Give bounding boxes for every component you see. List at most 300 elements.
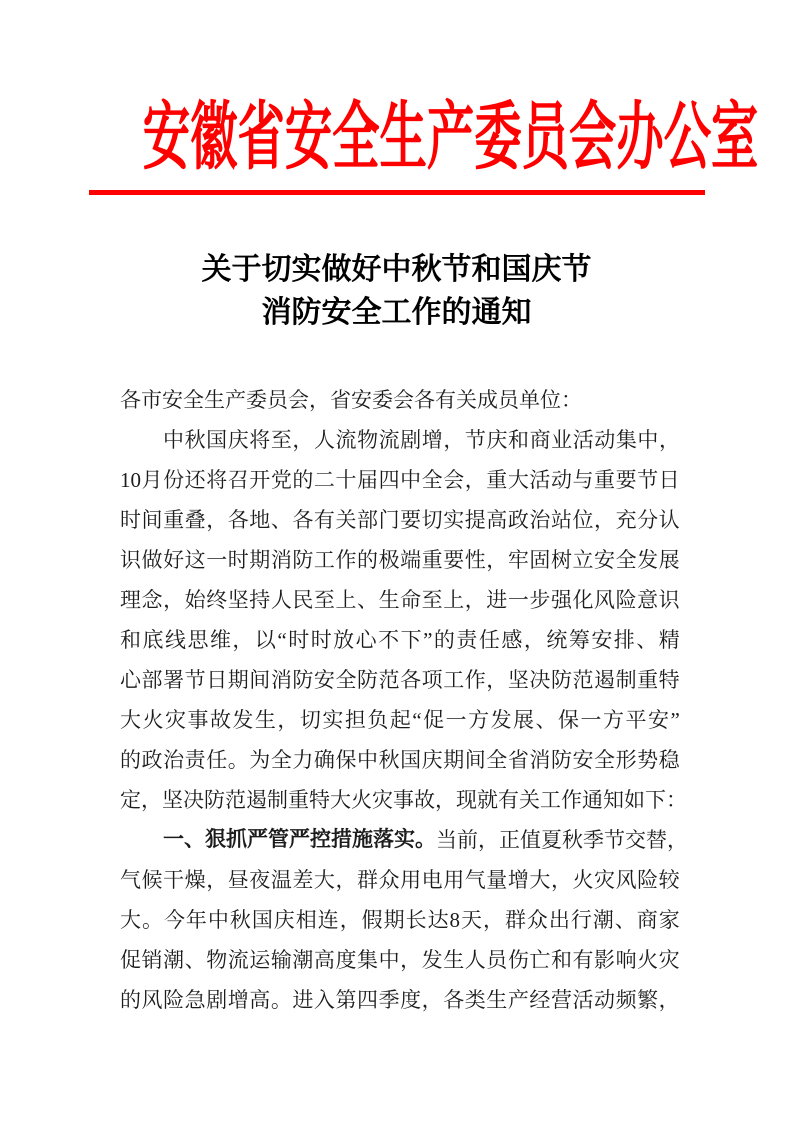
- body-text-token: 风: [615, 868, 637, 892]
- body-text-token: 关: [335, 508, 357, 532]
- body-text-token: 物: [357, 428, 379, 452]
- body-text-token: 10: [120, 468, 141, 492]
- body-text-token: 。: [227, 748, 249, 772]
- body-text-token: 牢: [507, 548, 529, 572]
- body-text-token: 全: [486, 748, 508, 772]
- body-text-token: ，: [232, 628, 254, 652]
- body-text-token: 高: [249, 988, 271, 1012]
- body-text-token: 量: [486, 868, 508, 892]
- body-text-token: 气: [120, 868, 141, 892]
- body-text-token: 上: [335, 588, 357, 612]
- body-text-token: 运: [249, 948, 271, 972]
- body-line: [120, 620, 680, 660]
- body-text-token: 特: [658, 668, 680, 692]
- body-text-token: 有: [572, 948, 594, 972]
- body-text-token: 意: [637, 588, 659, 612]
- body-text-token: 众: [526, 908, 548, 932]
- body-text-token: 思: [187, 628, 209, 652]
- body-text-token: 任: [478, 628, 500, 652]
- body-line: [120, 860, 680, 900]
- body-text-token: 范: [572, 668, 594, 692]
- body-text-token: 日: [206, 668, 228, 692]
- body-text-token: 国: [251, 908, 273, 932]
- body-text-token: 性: [464, 548, 486, 572]
- body-text-segment: 各市安全生产委员会，省安委会各有关成员单位：: [120, 388, 582, 412]
- body-text-token: 群: [357, 868, 379, 892]
- body-text-token: 燥: [184, 868, 206, 892]
- body-text-token: 步: [529, 588, 551, 612]
- body-text-token: 大: [507, 468, 529, 492]
- body-text-token: 部: [141, 668, 163, 692]
- body-text-token: 流: [335, 428, 357, 452]
- body-text-token: 发: [232, 708, 254, 732]
- body-text-token: 现: [456, 788, 477, 812]
- body-text-token: 灾: [164, 708, 186, 732]
- body-text-token: 增: [507, 868, 529, 892]
- body-text-token: 力: [292, 748, 314, 772]
- body-text-token: 增: [227, 988, 249, 1012]
- body-text-token: 增: [421, 428, 443, 452]
- body-text-token: 一: [580, 708, 602, 732]
- body-text-token: 树: [550, 548, 572, 572]
- body-text-token: 会: [443, 468, 465, 492]
- body-text-token: ”: [423, 628, 433, 652]
- body-text-token: 要: [443, 548, 465, 572]
- body-text-token: 提: [464, 508, 486, 532]
- body-text-token: 全: [270, 748, 292, 772]
- body-text-token: 通: [582, 788, 603, 812]
- body-text-token: 集: [357, 948, 379, 972]
- body-text-token: ，: [486, 548, 508, 572]
- body-text-token: ，: [292, 428, 314, 452]
- body-text-token: 庆: [486, 428, 508, 452]
- letterhead-divider-rule: [89, 190, 705, 195]
- body-text-token: 叠: [184, 508, 206, 532]
- body-text-token: 决: [183, 788, 204, 812]
- body-text-token: 电: [421, 868, 443, 892]
- body-text-token: 业: [551, 428, 573, 452]
- body-text-token: 入: [313, 988, 335, 1012]
- body-text-token: 切: [299, 708, 321, 732]
- body-text-token: 风: [141, 988, 163, 1012]
- body-text-token: 至: [270, 428, 292, 452]
- body-text-token: 秋: [184, 428, 206, 452]
- body-text-token: 严: [247, 828, 268, 851]
- body-text-token: 召: [227, 468, 249, 492]
- body-text-token: 全: [335, 668, 357, 692]
- body-text-token: 终: [206, 588, 228, 612]
- body-line: [120, 980, 680, 1020]
- body-text-token: 国: [400, 748, 422, 772]
- body-text-token: 发: [637, 548, 659, 572]
- body-text-token: ，: [658, 428, 680, 452]
- body-text-token: 展: [513, 708, 535, 732]
- body-text-token: 火: [572, 868, 594, 892]
- body-text-token: 安: [591, 628, 613, 652]
- body-text-token: 坚: [162, 788, 183, 812]
- body-text-token: 筹: [568, 628, 590, 652]
- body-text-token: 。: [141, 908, 163, 932]
- body-text-token: 抓: [226, 828, 247, 851]
- body-text-token: 月: [141, 468, 163, 492]
- body-text-token: 较: [658, 868, 680, 892]
- body-text-token: 防: [550, 668, 572, 692]
- body-text-token: 有: [313, 508, 335, 532]
- body-text-token: 秋: [562, 828, 583, 852]
- body-text-token: 统: [546, 628, 568, 652]
- body-text-token: 方: [602, 708, 624, 732]
- body-text-token: 要: [400, 508, 422, 532]
- body-text-token: 间: [249, 668, 271, 692]
- body-text-token: 集: [615, 428, 637, 452]
- body-text-token: 交: [625, 828, 646, 852]
- body-text-token: 关: [519, 788, 540, 812]
- body-text-token: 至: [421, 588, 443, 612]
- body-text-token: 防: [550, 748, 572, 772]
- body-text-token: 识: [658, 588, 680, 612]
- body-text-token: 夜: [249, 868, 271, 892]
- body-line: [120, 900, 680, 940]
- body-text-token: 中: [400, 468, 422, 492]
- body-text-token: 下: [400, 628, 422, 652]
- body-text-token: 事: [393, 788, 414, 812]
- body-text-token: “: [412, 708, 422, 732]
- body-text-token: 的: [120, 748, 141, 772]
- body-text-token: 、: [270, 508, 292, 532]
- body-text-token: 连: [317, 908, 339, 932]
- body-text-token: 促: [423, 708, 445, 732]
- body-text-token: 知: [603, 788, 624, 812]
- body-text-token: 中: [207, 908, 229, 932]
- body-text-token: 、: [184, 948, 206, 972]
- body-text-token: ，: [594, 508, 616, 532]
- body-text-token: 心: [120, 668, 141, 692]
- body-text-token: 值: [520, 828, 541, 852]
- body-text-token: ，: [206, 868, 228, 892]
- body-text-token: 展: [658, 548, 680, 572]
- body-text-token: 安: [594, 548, 616, 572]
- body-text-token: 部: [357, 508, 379, 532]
- body-line: [120, 660, 680, 700]
- body-text-token: ：: [666, 788, 687, 812]
- body-text-token: 政: [141, 748, 163, 772]
- body-text-token: 定: [120, 788, 141, 812]
- body-text-token: 昼: [227, 868, 249, 892]
- body-text-token: 候: [141, 868, 163, 892]
- body-text-token: 正: [499, 828, 520, 852]
- body-text-token: 管: [268, 828, 289, 851]
- body-text-token: 生: [443, 948, 465, 972]
- body-text-token: 十: [335, 468, 357, 492]
- body-text-token: 促: [120, 948, 141, 972]
- body-text-token: 、: [184, 828, 205, 851]
- body-text-token: 相: [295, 908, 317, 932]
- body-text-token: 。: [270, 988, 292, 1012]
- body-text-token: ，: [658, 988, 680, 1012]
- body-text-token: 风: [594, 588, 616, 612]
- body-text-token: ，: [400, 948, 422, 972]
- body-text-token: 项: [421, 668, 443, 692]
- body-text-token: ，: [206, 508, 228, 532]
- body-text-token: ，: [421, 988, 443, 1012]
- body-text-token: 中: [163, 428, 184, 452]
- body-text-token: 秋: [378, 748, 400, 772]
- body-text-token: 作: [561, 788, 582, 812]
- body-text-token: 8: [449, 908, 461, 932]
- body-text-token: 消: [529, 748, 551, 772]
- body-text-token: 稳: [658, 748, 680, 772]
- body-text-token: 第: [335, 988, 357, 1012]
- body-text-token: 商: [636, 908, 658, 932]
- body-text-token: 特: [309, 788, 330, 812]
- body-text-token: ，: [464, 468, 486, 492]
- body-text-token: 事: [187, 708, 209, 732]
- body-text-token: 时: [227, 548, 249, 572]
- body-text-token: ，: [443, 428, 465, 452]
- document-title: [0, 248, 793, 334]
- body-text-token: 安: [572, 748, 594, 772]
- body-text-token: 期: [249, 548, 271, 572]
- body-text-token: 进: [486, 588, 508, 612]
- body-text-token: ，: [339, 908, 361, 932]
- body-text-token: 工: [313, 548, 335, 572]
- body-text-token: 念: [141, 588, 163, 612]
- body-text-token: 营: [550, 988, 572, 1012]
- body-text-token: 亡: [529, 948, 551, 972]
- body-text-token: 坚: [227, 588, 249, 612]
- body-text-token: 高: [313, 948, 335, 972]
- body-text-token: 秋: [229, 908, 251, 932]
- body-text-token: 夏: [541, 828, 562, 852]
- body-text-token: 责: [456, 628, 478, 652]
- body-text-token: 安: [313, 668, 335, 692]
- body-text-token: 决: [529, 668, 551, 692]
- body-text-token: 端: [400, 548, 422, 572]
- body-text-token: 期: [443, 748, 465, 772]
- body-line: [120, 460, 680, 500]
- body-text-token: 范: [225, 788, 246, 812]
- body-text-token: 维: [209, 628, 231, 652]
- body-text-token: 与: [572, 468, 594, 492]
- body-text-token: 生: [378, 588, 400, 612]
- body-line: [120, 780, 687, 820]
- body-text-token: ，: [277, 708, 299, 732]
- body-text-token: 至: [313, 588, 335, 612]
- body-line: [120, 420, 680, 460]
- body-text-token: 灾: [372, 788, 393, 812]
- body-text-token: 国: [206, 428, 228, 452]
- body-text-token: 节: [464, 428, 486, 452]
- body-text-token: 人: [464, 948, 486, 972]
- body-text-token: 全: [594, 748, 616, 772]
- body-text-token: 好: [163, 548, 185, 572]
- body-text-token: 消: [270, 668, 292, 692]
- body-text-token: 潮: [592, 908, 614, 932]
- body-text-token: 物: [206, 948, 228, 972]
- body-text-token: 干: [163, 868, 185, 892]
- body-text-token: 精: [658, 628, 680, 652]
- body-text-token: 险: [637, 868, 659, 892]
- body-text-token: 方: [468, 708, 490, 732]
- body-text-token: 一: [206, 548, 228, 572]
- body-text-token: 度: [335, 948, 357, 972]
- body-text-token: 、: [535, 708, 557, 732]
- body-text-token: 一: [445, 708, 467, 732]
- body-text-token: 始: [184, 588, 206, 612]
- body-text-token: 间: [141, 508, 163, 532]
- body-text-token: 气: [464, 868, 486, 892]
- body-text-token: 责: [184, 748, 206, 772]
- body-text-token: 范: [378, 668, 400, 692]
- body-text-token: 担: [344, 708, 366, 732]
- body-text-token: 人: [313, 428, 335, 452]
- body-text-token: 坚: [507, 668, 529, 692]
- body-text-token: 排: [613, 628, 635, 652]
- body-text-token: 前: [457, 828, 478, 852]
- body-text-token: 切: [421, 508, 443, 532]
- body-text-token: 四: [378, 468, 400, 492]
- body-text-token: 平: [625, 708, 647, 732]
- body-text-token: 全: [421, 468, 443, 492]
- body-text-token: 各: [400, 668, 422, 692]
- body-text-token: 生: [486, 988, 508, 1012]
- body-text-token: 动: [594, 428, 616, 452]
- body-text-token: 二: [313, 468, 335, 492]
- body-text-token: 制: [267, 788, 288, 812]
- body-line: [120, 740, 680, 780]
- body-text-token: ，: [435, 788, 456, 812]
- body-text-token: 差: [292, 868, 314, 892]
- body-text-token: 温: [270, 868, 292, 892]
- body-text-token: 心: [355, 628, 377, 652]
- body-text-token: 销: [141, 948, 163, 972]
- body-text-token: ，: [523, 628, 545, 652]
- body-text-token: 流: [378, 428, 400, 452]
- body-text-token: 如: [624, 788, 645, 812]
- body-text-token: 重: [637, 668, 659, 692]
- body-text-token: 极: [378, 548, 400, 572]
- body-text-token: 、: [614, 908, 636, 932]
- body-text-token: 大: [120, 908, 141, 932]
- body-text-token: 动: [594, 988, 616, 1012]
- body-text-token: 潮: [292, 948, 314, 972]
- body-text-token: 底: [142, 628, 164, 652]
- body-text-token: 落: [373, 828, 394, 851]
- body-text-token: 伤: [507, 948, 529, 972]
- body-text-token: 有: [498, 788, 519, 812]
- body-text-token: 作: [335, 548, 357, 572]
- body-text-token: 群: [504, 908, 526, 932]
- body-text-token: 要: [615, 468, 637, 492]
- body-text-token: 放: [333, 628, 355, 652]
- body-text-token: 份: [163, 468, 185, 492]
- body-text-token: ，: [482, 908, 504, 932]
- body-text-token: 实: [394, 828, 415, 851]
- body-text-token: 潮: [163, 948, 185, 972]
- body-text-token: 重: [486, 468, 508, 492]
- body-text-token: 天: [461, 908, 482, 932]
- body-text-token: 日: [658, 468, 680, 492]
- body-text-token: 发: [490, 708, 512, 732]
- body-text-token: 故: [414, 788, 435, 812]
- body-text-token: 庆: [227, 428, 249, 452]
- body-text-token: 大: [313, 868, 335, 892]
- body-text-token: 为: [249, 748, 271, 772]
- body-line: [120, 380, 680, 420]
- body-text-token: 的: [433, 628, 455, 652]
- body-text-token: 党: [270, 468, 292, 492]
- body-line: [120, 580, 680, 620]
- body-text-token: 治: [163, 748, 185, 772]
- body-text-token: 和: [550, 948, 572, 972]
- body-text-token: ，: [667, 828, 688, 852]
- body-text-token: 势: [637, 748, 659, 772]
- body-text-token: 节: [604, 828, 625, 852]
- body-text-token: ，: [335, 868, 357, 892]
- body-text-token: 政: [507, 508, 529, 532]
- body-text-token: 站: [550, 508, 572, 532]
- body-text-token: 防: [204, 788, 225, 812]
- body-line: [120, 500, 680, 540]
- body-text-token: 故: [209, 708, 231, 732]
- body-text-token: 还: [184, 468, 206, 492]
- body-text-token: 负: [367, 708, 389, 732]
- body-text-token: 保: [335, 748, 357, 772]
- body-text-token: 中: [637, 428, 659, 452]
- body-text-token: 活: [572, 428, 594, 452]
- body-text-token: 险: [615, 588, 637, 612]
- body-text-token: 制: [615, 668, 637, 692]
- body-text-token: 当: [436, 828, 457, 852]
- body-text-token: ，: [163, 588, 185, 612]
- body-text-token: 时: [120, 508, 141, 532]
- body-text-token: 产: [507, 988, 529, 1012]
- body-text-token: 起: [389, 708, 411, 732]
- body-text-token: 理: [120, 588, 141, 612]
- body-text-token: 、: [357, 588, 379, 612]
- body-text-token: ，: [141, 788, 162, 812]
- body-text-token: 高: [486, 508, 508, 532]
- body-text-token: 灾: [658, 948, 680, 972]
- body-text-token: 大: [330, 788, 351, 812]
- body-text-token: 控: [310, 828, 331, 851]
- body-line: [120, 540, 680, 580]
- body-text-token: 届: [357, 468, 379, 492]
- body-text-token: 发: [421, 948, 443, 972]
- body-text-token: 措: [331, 828, 352, 851]
- body-text-token: 庆: [421, 748, 443, 772]
- body-text-token: 认: [658, 508, 680, 532]
- body-text-token: 命: [400, 588, 422, 612]
- body-text-token: 确: [313, 748, 335, 772]
- body-text-token: 四: [357, 988, 379, 1012]
- body-text-token: ，: [464, 588, 486, 612]
- body-text-token: 险: [163, 988, 185, 1012]
- document-title-line2: 消防安全工作的通知: [261, 296, 532, 329]
- body-text-token: 工: [540, 788, 561, 812]
- body-text-token: 开: [249, 468, 271, 492]
- body-text-token: 时: [310, 628, 332, 652]
- body-text-token: 达: [427, 908, 449, 932]
- body-text-token: 施: [352, 828, 373, 851]
- body-text-token: 季: [378, 988, 400, 1012]
- body-text-token: 动: [550, 468, 572, 492]
- body-text-token: 这: [184, 548, 206, 572]
- body-text-token: 的: [357, 548, 379, 572]
- body-text-token: 省: [507, 748, 529, 772]
- letterhead-org-name: 安徽省安全生产委员会办公室: [142, 97, 759, 179]
- body-text-token: 地: [249, 508, 271, 532]
